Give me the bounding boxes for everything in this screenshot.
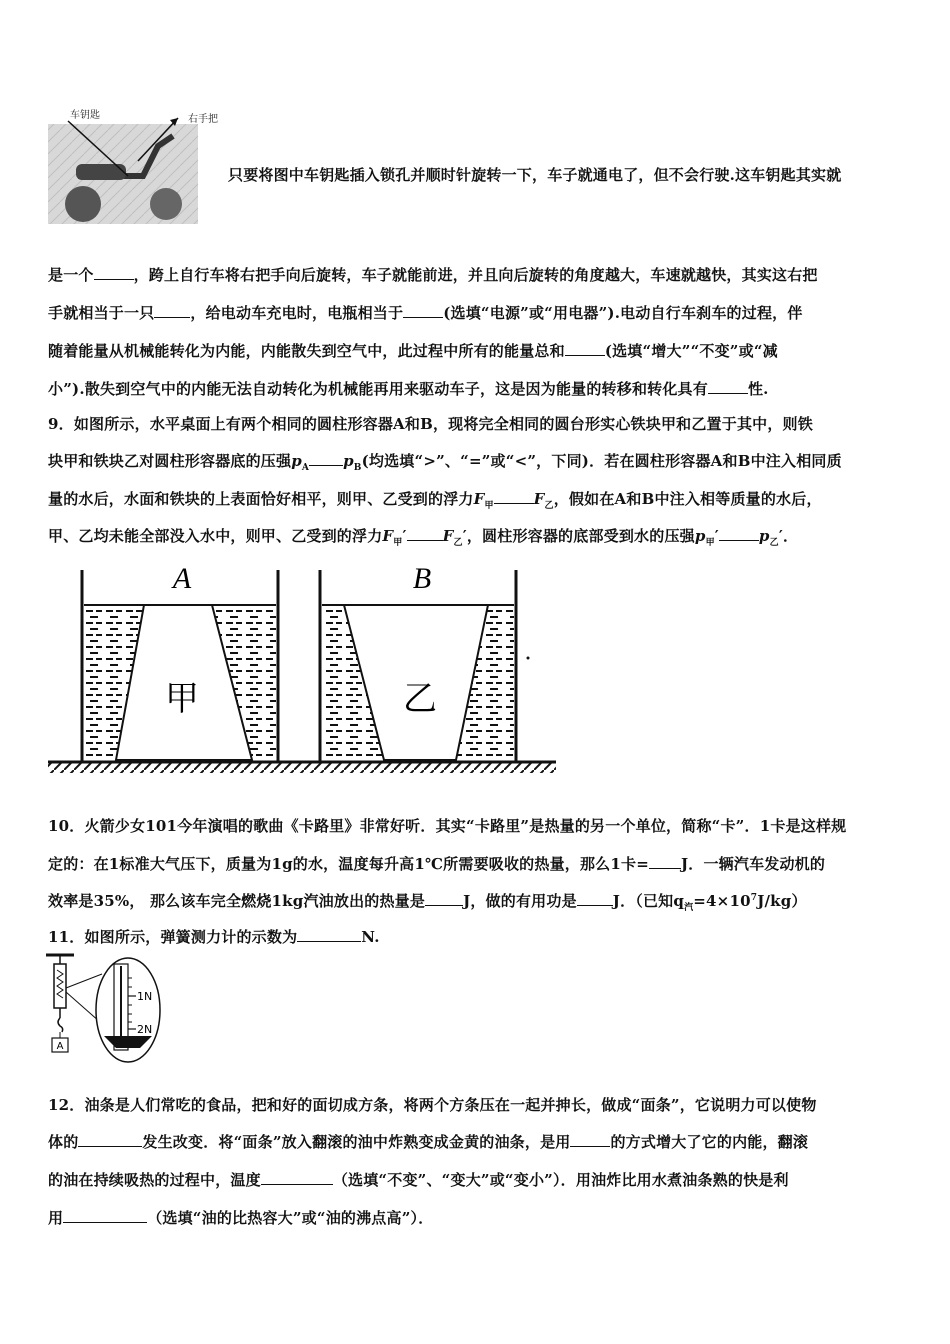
label-a: A: [172, 562, 192, 595]
container-a: [82, 562, 278, 762]
q12-line4: 用 （选填“油的比热容大”或“油的沸点高”）．: [48, 1209, 434, 1227]
q10-line2: 定的：在1标准大气压下，质量为1g的水，温度每升高1℃所需要吸收的热量，那么1卡= J．一辆汽车发动机的: [48, 855, 826, 873]
q10-line1: 10．火箭少女101今年演唱的歌曲《卡路里》非常好听．其实“卡路里”是热量的另一个单位，简称“卡”．1卡是这样规: [48, 817, 847, 835]
q8-line0: 只要将图中车钥匙插入锁孔并顺时针旋转一下，车子就通电了，但不会行驶.这车钥匙其实就: [228, 166, 842, 184]
q8-line3: 随着能量从机械能转化为内能，内能散失到空气中，此过程中所有的能量总和 (选填“增大”“不变”或“减: [48, 342, 778, 360]
q11-line1: 11．如图所示，弹簧测力计的示数为 N.: [48, 928, 380, 946]
q12-line2: 体的 发生改变．将“面条”放入翻滚的油中炸熟变成金黄的油条，是用 的方式增大了它的内能，翻滚: [48, 1133, 809, 1151]
q9-line1: 9．如图所示，水平桌面上有两个相同的圆柱形容器A和B，现将完全相同的圆台形实心铁块甲和乙置于其中，则铁: [48, 415, 813, 433]
container-b: [320, 562, 516, 762]
photo-label-key: 车钥匙: [70, 110, 100, 121]
scale-body: [54, 964, 66, 1008]
table-hatching: [48, 763, 556, 773]
label-b: B: [412, 562, 432, 595]
block-yi: 乙: [403, 679, 437, 719]
weight-label: A: [56, 1041, 64, 1052]
q8-line2: 手就相当于一只 ，给电动车充电时，电瓶相当于 (选填“电源”或“用电器”).电动自行车刹车的过程，伴: [48, 304, 803, 322]
q9-line3: 量的水后，水面和铁块的上表面恰好相平，则甲、乙受到的浮力$F_甲$ $F_乙$，假如在A和B中注入相等质量的水后，: [48, 490, 822, 511]
containers-figure: [44, 560, 564, 785]
q10-line3: 效率是35%， 那么该车完全燃烧1kg汽油放出的热量是 J，做的有用功是 J．（已知$q_汽=4\times 10^7J/kg$）: [48, 892, 807, 913]
scooter-photo: [48, 106, 224, 224]
tick-2n: 2N: [137, 1023, 153, 1036]
q12-line3: 的油在持续吸热的过程中，温度 （选填“不变”、“变大”或“变小”）．用油炸比用水煮油条熟的快是利: [48, 1171, 789, 1189]
photo-label-handle: 右手把: [188, 114, 218, 125]
tick-1n: 1N: [137, 990, 153, 1003]
block-jia: 甲: [165, 679, 199, 719]
q8-line4: 小”).散失到空气中的内能无法自动转化为机械能再用来驱动车子，这是因为能量的转移和转化具有 性.: [48, 380, 769, 398]
spring-scale-figure: [44, 952, 174, 1068]
q9-line2: 块甲和铁块乙对圆柱形容器底的压强$p_A$ $p_B$(均选填“>”、“=”或“<”，下同)．若在圆柱形容器A和B中注入相同质: [48, 452, 842, 473]
q9-line4: 甲、乙均未能全部没入水中，则甲、乙受到的浮力$F_甲'$ $F_乙'$，圆柱形容器的底部受到水的压强$p_甲'$ $p_乙'$．: [48, 527, 799, 548]
q8-line1: 是一个 ，跨上自行车将右把手向后旋转，车子就能前进，并且向后旋转的角度越大，车速就越快，其实这右把: [48, 266, 818, 284]
q12-line1: 12．油条是人们常吃的食品，把和好的面切成方条，将两个方条压在一起并抻长，做成“面条”，它说明力可以使物: [48, 1096, 817, 1114]
